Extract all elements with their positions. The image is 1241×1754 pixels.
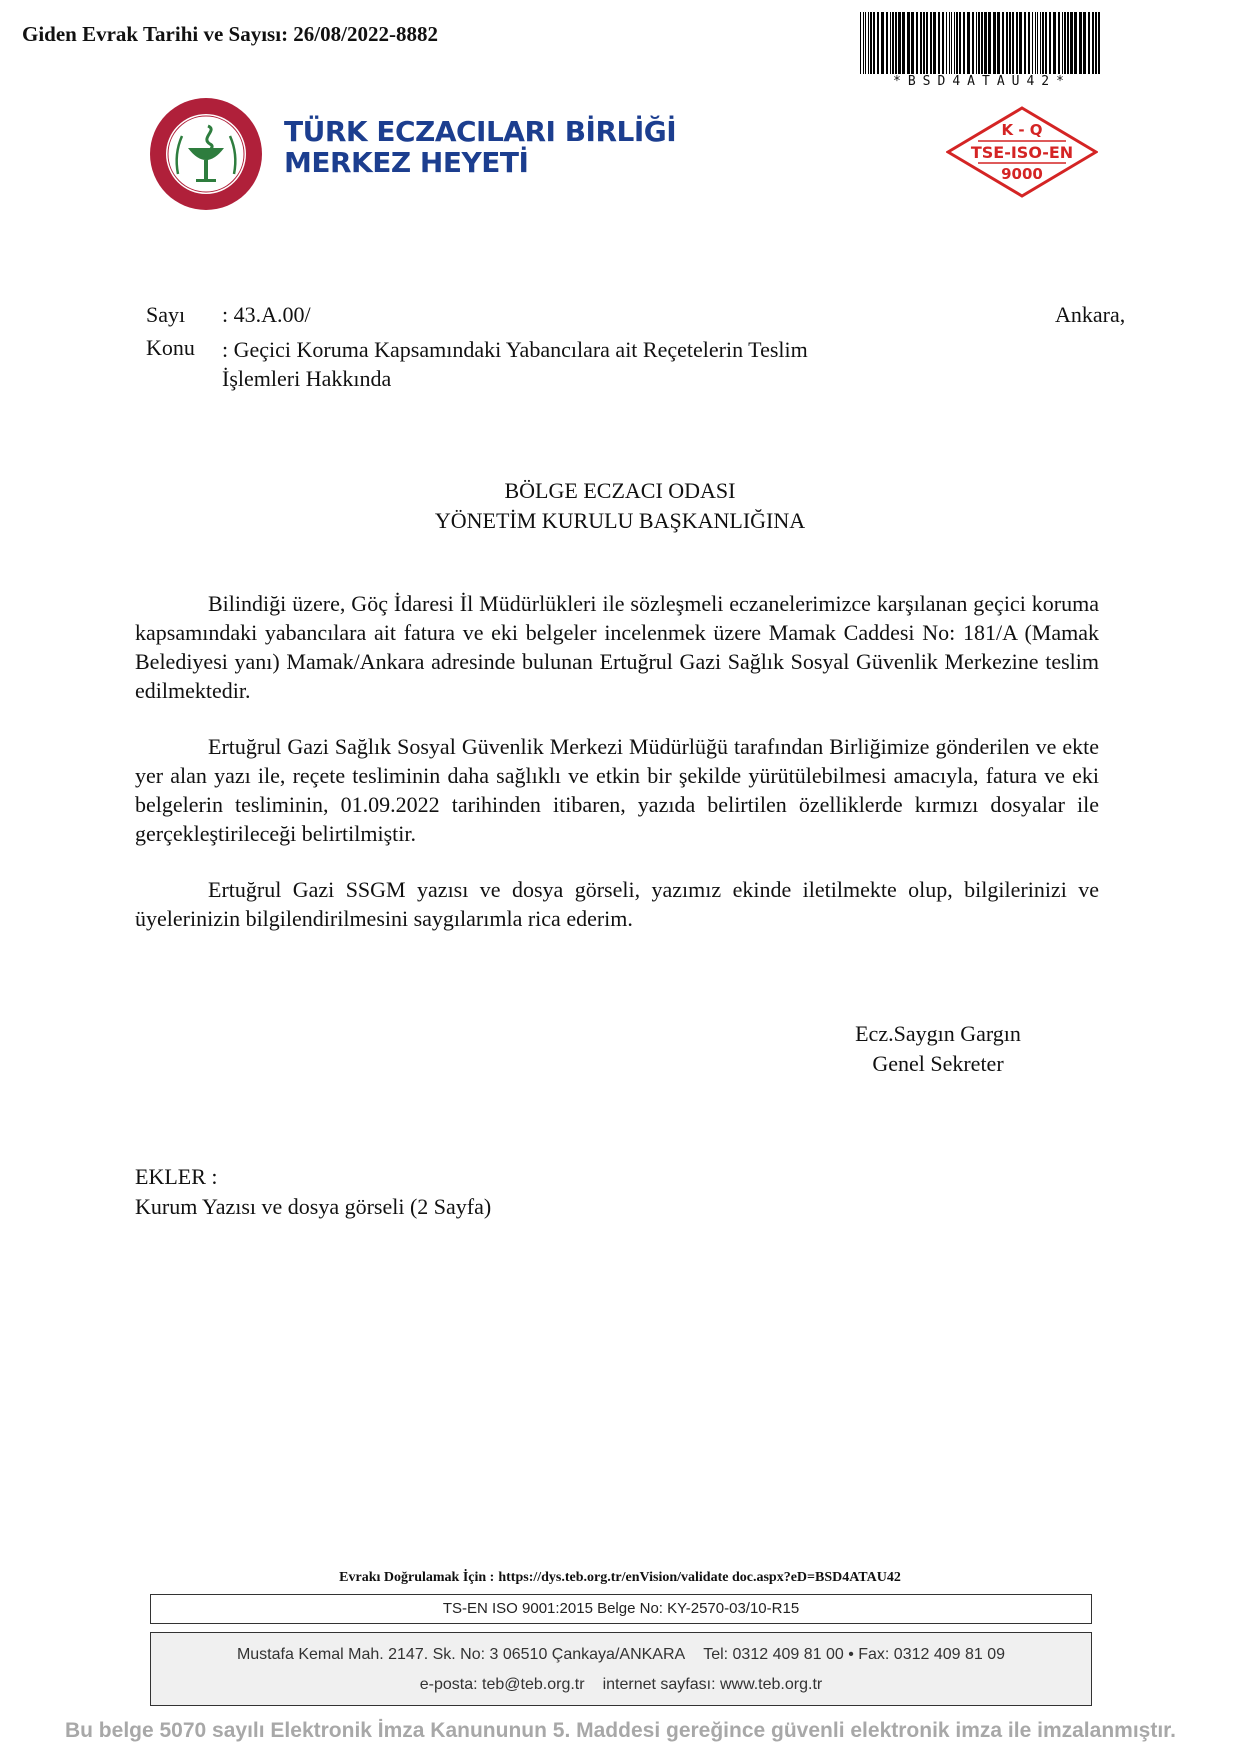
barcode-bar <box>923 12 925 74</box>
barcode-bar <box>1095 12 1097 74</box>
outgoing-date-number: Giden Evrak Tarihi ve Sayısı: 26/08/2022-8882 <box>22 22 438 46</box>
barcode-bar <box>1002 12 1004 74</box>
number-label: Sayı <box>146 302 186 327</box>
barcode-bar <box>1016 12 1018 74</box>
barcode-bar <box>1053 12 1056 74</box>
barcode-bar <box>1049 12 1051 74</box>
barcode-bar <box>895 12 897 74</box>
website-link[interactable]: internet sayfası: www.teb.org.tr <box>602 1676 823 1693</box>
barcode-bar <box>1074 12 1077 74</box>
signer-title: Genel Sekreter <box>872 1051 1004 1076</box>
addressee-line1: BÖLGE ECZACI ODASI <box>504 478 736 503</box>
barcode-bar <box>993 12 996 74</box>
barcode-bar <box>1083 12 1086 74</box>
barcode-bar <box>1067 12 1069 74</box>
barcode-image <box>858 12 1106 74</box>
barcode-bar <box>972 12 974 74</box>
barcode-bar <box>916 12 918 74</box>
barcode-bar <box>1019 12 1022 74</box>
barcode-bar <box>873 12 875 74</box>
barcode-bar <box>997 12 1000 74</box>
barcode-bar <box>870 12 872 74</box>
barcode-bar <box>911 12 914 74</box>
barcode-bar <box>1042 12 1044 74</box>
contact-box <box>150 1632 1092 1706</box>
subject-label: Konu <box>146 335 195 360</box>
barcode-bar <box>981 12 983 74</box>
addressee-line2: YÖNETİM KURULU BAŞKANLIĞINA <box>434 508 806 533</box>
body-paragraph: Ertuğrul Gazi SSGM yazısı ve dosya görseli, yazımız ekinde iletilmekte olup, bilgilerinizi ve üyelerinizin bilgilendirilmesini saygılarımla rica ederim. <box>135 877 1099 931</box>
barcode-bar <box>863 12 864 74</box>
barcode-bar <box>890 12 891 74</box>
barcode-bar <box>946 12 947 74</box>
signature-block <box>818 1019 1058 1079</box>
body-paragraph: Ertuğrul Gazi Sağlık Sosyal Güvenlik Merkezi Müdürlüğü tarafından Birliğimize gönderilen ve ekte yer alan yazı ile, reçete tesliminin daha sağlıklı ve etkin bir şekilde yürütülebilmesi amacıyla, fatura ve eki belgelerin tesliminin, 01.09.2022 tarihinden itibaren, yazıda belirtilen özelliklerde kırmızı dosyalar ile gerçekleştirileceği belirtilmiştir. <box>135 734 1099 846</box>
barcode-bar <box>988 12 991 74</box>
barcode-bar <box>933 12 936 74</box>
barcode-bar <box>956 12 958 74</box>
barcode-bar <box>1064 12 1066 74</box>
organization-name-line1: TÜRK ECZACILARI BİRLİĞİ <box>284 115 677 148</box>
barcode-bar <box>1035 12 1036 74</box>
phone-fax-text: Tel: 0312 409 81 00 • Fax: 0312 409 81 09 <box>703 1646 1006 1663</box>
tse-mark-line3: 9000 <box>1001 165 1043 183</box>
address-text: Mustafa Kemal Mah. 2147. Sk. No: 3 06510 Çankaya/ANKARA <box>236 1646 686 1663</box>
barcode-bar <box>978 12 980 74</box>
barcode-bar <box>938 12 940 74</box>
barcode-bar <box>1045 12 1047 74</box>
barcode-bar <box>951 12 952 74</box>
attachments-block <box>135 1162 491 1222</box>
barcode-bar <box>1070 12 1073 74</box>
barcode-bar <box>930 12 932 74</box>
teb-emblem-logo <box>148 96 264 212</box>
addressee <box>300 476 940 536</box>
barcode-bar <box>1032 12 1033 74</box>
barcode-bar <box>902 12 905 74</box>
barcode-bar <box>1009 12 1011 74</box>
barcode-bar <box>860 12 861 74</box>
barcode-bar <box>898 12 901 74</box>
barcode-bar <box>959 12 961 74</box>
barcode-bar <box>881 12 884 74</box>
verification-line <box>150 1570 1090 1586</box>
body-paragraph: Bilindiği üzere, Göç İdaresi İl Müdürlükleri ile sözleşmeli eczanelerimizce karşılanan geçici koruma kapsamındaki yabancılara ait fatura ve eki belgeler incelenmek üzere Mamak Caddesi No: 181/A (Mamak Belediyesi yanı) Mamak/Ankara adresinde bulunan Ertuğrul Gazi Sağlık Sosyal Güvenlik Merkezine teslim edilmektedir. <box>135 591 1099 703</box>
organization-name-line2: MERKEZ HEYETİ <box>284 146 529 179</box>
organization-name <box>284 116 676 178</box>
barcode-bar <box>877 12 879 74</box>
subject-value: : Geçici Koruma Kapsamındaki Yabancılara ait Reçetelerin Teslim İşlemleri Hakkında <box>222 337 808 391</box>
barcode-bar <box>1012 12 1014 74</box>
barcode-bar <box>1079 12 1082 74</box>
barcode-bar <box>1028 12 1030 74</box>
verification-label: Evrakı Doğrulamak İçin : <box>339 1570 495 1585</box>
barcode-bar <box>967 12 970 74</box>
barcode-bar <box>926 12 928 74</box>
attachments-label: EKLER : <box>135 1164 218 1189</box>
barcode-bar <box>976 12 977 74</box>
barcode-bar <box>1024 12 1026 74</box>
tse-iso-quality-mark <box>946 106 1098 198</box>
tse-mark-line2: TSE-ISO-EN <box>970 143 1074 162</box>
barcode-text: *BSD4ATAU42* <box>893 74 1071 89</box>
barcode-bar <box>1098 12 1100 74</box>
barcode-bar <box>1037 12 1038 74</box>
barcode-bar <box>954 12 955 74</box>
barcode-bar <box>963 12 965 74</box>
barcode-bar <box>920 12 922 74</box>
email-link[interactable]: e-posta: teb@teb.org.tr <box>419 1676 585 1693</box>
number-value: : 43.A.00/ <box>222 302 311 327</box>
e-signature-notice: Bu belge 5070 sayılı Elektronik İmza Kanununun 5. Maddesi gereğince güvenli elektronik imza ile imzalanmıştır. <box>64 1719 1177 1742</box>
attachments-item: Kurum Yazısı ve dosya görseli (2 Sayfa) <box>135 1194 492 1219</box>
iso-certificate-box: TS-EN ISO 9001:2015 Belge No: KY-2570-03/10-R15 <box>150 1594 1092 1624</box>
barcode-bar <box>886 12 888 74</box>
city: Ankara, <box>1055 302 1126 327</box>
signer-name: Ecz.Saygın Gargın <box>855 1021 1021 1046</box>
barcode-bar <box>892 12 894 74</box>
barcode-bar <box>865 12 866 74</box>
barcode-bar <box>1088 12 1090 74</box>
tse-mark-line1: K - Q <box>1001 121 1043 139</box>
barcode-bar <box>1058 12 1060 74</box>
barcode-bar <box>949 12 950 74</box>
verification-link[interactable]: https://dys.teb.org.tr/enVision/validate doc.aspx?eD=BSD4ATAU42 <box>498 1570 901 1585</box>
barcode-bar <box>868 12 869 74</box>
barcode-bar <box>942 12 944 74</box>
barcode-bar <box>1006 12 1008 74</box>
barcode-bar <box>1040 12 1041 74</box>
barcode-bar <box>907 12 910 74</box>
barcode-bar <box>1062 12 1063 74</box>
barcode-bar <box>984 12 987 74</box>
barcode-bar <box>1092 12 1094 74</box>
